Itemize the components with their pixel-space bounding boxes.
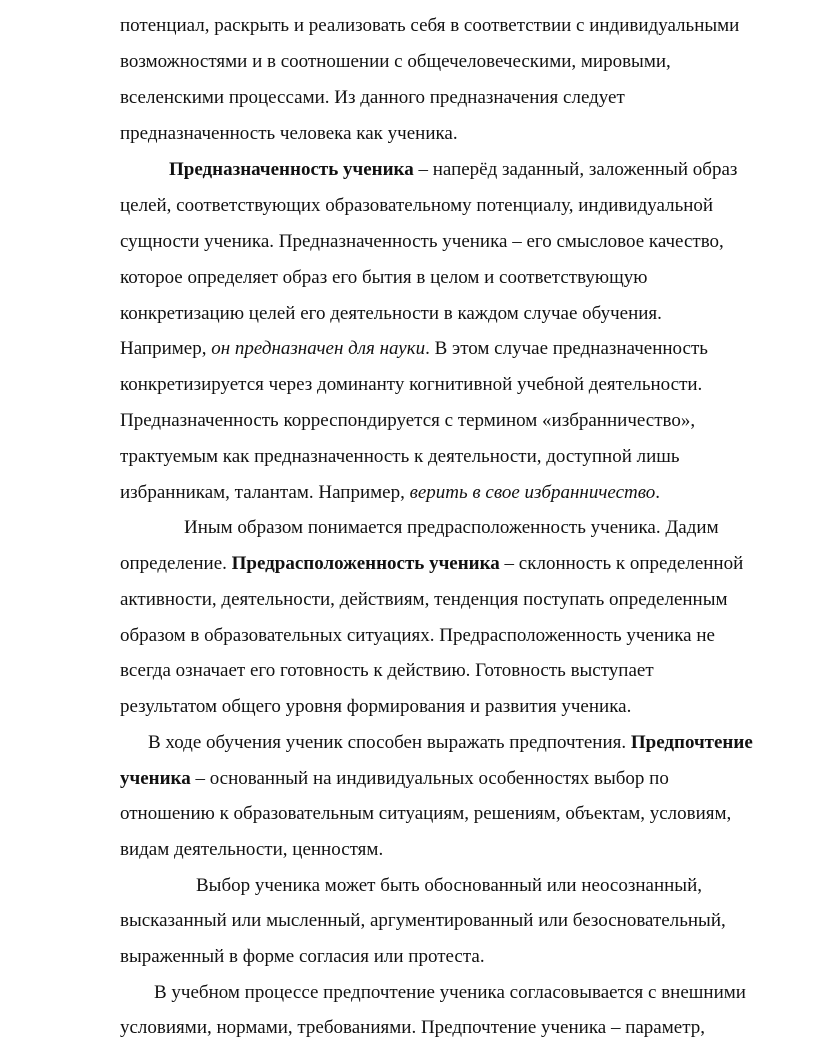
text-line: Предназначенность корреспондируется с термином «избранничество», [120,410,696,431]
text-run: избранникам, талантам. Например, [120,482,410,503]
text-run: . [655,482,660,503]
text-line: предназначенность человека как ученика. [120,123,458,144]
text-line: высказанный или мысленный, аргументированный или безосновательный, [120,910,726,931]
term-predestination: Предназначенность ученика [169,159,414,180]
text-line: возможностями и в соотношении с общечеловеческими, мировыми, [120,51,671,72]
text-line: выраженный в форме согласия или протеста. [120,946,485,967]
text-run: В ходе обучения ученик способен выражать предпочтения. [148,732,631,753]
text-line: активности, деятельности, действиям, тенденция поступать определенным [120,589,728,610]
text-line: конкретизируется через доминанту когнитивной учебной деятельности. [120,374,703,395]
text-line: которое определяет образ его бытия в целом и соответствующую [120,267,648,288]
text-line: целей, соответствующих образовательному потенциалу, индивидуальной [120,195,714,216]
text-run: – наперёд заданный, заложенный образ [413,159,738,180]
text-line: результатом общего уровня формирования и развития ученика. [120,696,632,717]
text-line: видам деятельности, ценностям. [120,839,384,860]
text-line [120,481,810,505]
text-line [120,767,810,791]
term-preference: Предпочтение [630,732,753,753]
text-line: потенциал, раскрыть и реализовать себя в соответствии с индивидуальными [120,15,740,36]
text-line [120,552,810,576]
term-predisposition: Предрасположенность ученика [231,553,500,574]
text-line [148,731,816,755]
text-run: . В этом случае предназначенность [425,338,708,359]
text-line [169,158,816,182]
term-preference: ученика [120,768,191,789]
text-line: отношению к образовательным ситуациям, решениям, объектам, условиям, [120,803,732,824]
example-italic: он предназначен для науки [211,338,426,359]
text-run: Например, [120,338,212,359]
text-line: сущности ученика. Предназначенность ученика – его смысловое качество, [120,231,724,252]
text-line: трактуемым как предназначенность к деятельности, доступной лишь [120,446,680,467]
text-line: Иным образом понимается предрасположенность ученика. Дадим [184,517,719,538]
text-run: – основанный на индивидуальных особенностях выбор по [190,768,669,789]
example-italic: верить в свое избранничество [409,482,656,503]
text-line: образом в образовательных ситуациях. Предрасположенность ученика не [120,625,715,646]
text-run: определение. [120,553,232,574]
text-line: конкретизацию целей его деятельности в каждом случае обучения. [120,303,662,324]
text-line: всегда означает его готовность к действию. Готовность выступает [120,660,654,681]
text-line [120,337,810,361]
text-run: – склонность к определенной [499,553,744,574]
text-line: вселенскими процессами. Из данного предназначения следует [120,87,625,108]
text-line: условиями, нормами, требованиями. Предпочтение ученика – параметр, [120,1017,705,1038]
text-line: В учебном процессе предпочтение ученика согласовывается с внешними [154,982,746,1003]
text-line: Выбор ученика может быть обоснованный или неосознанный, [196,875,702,896]
